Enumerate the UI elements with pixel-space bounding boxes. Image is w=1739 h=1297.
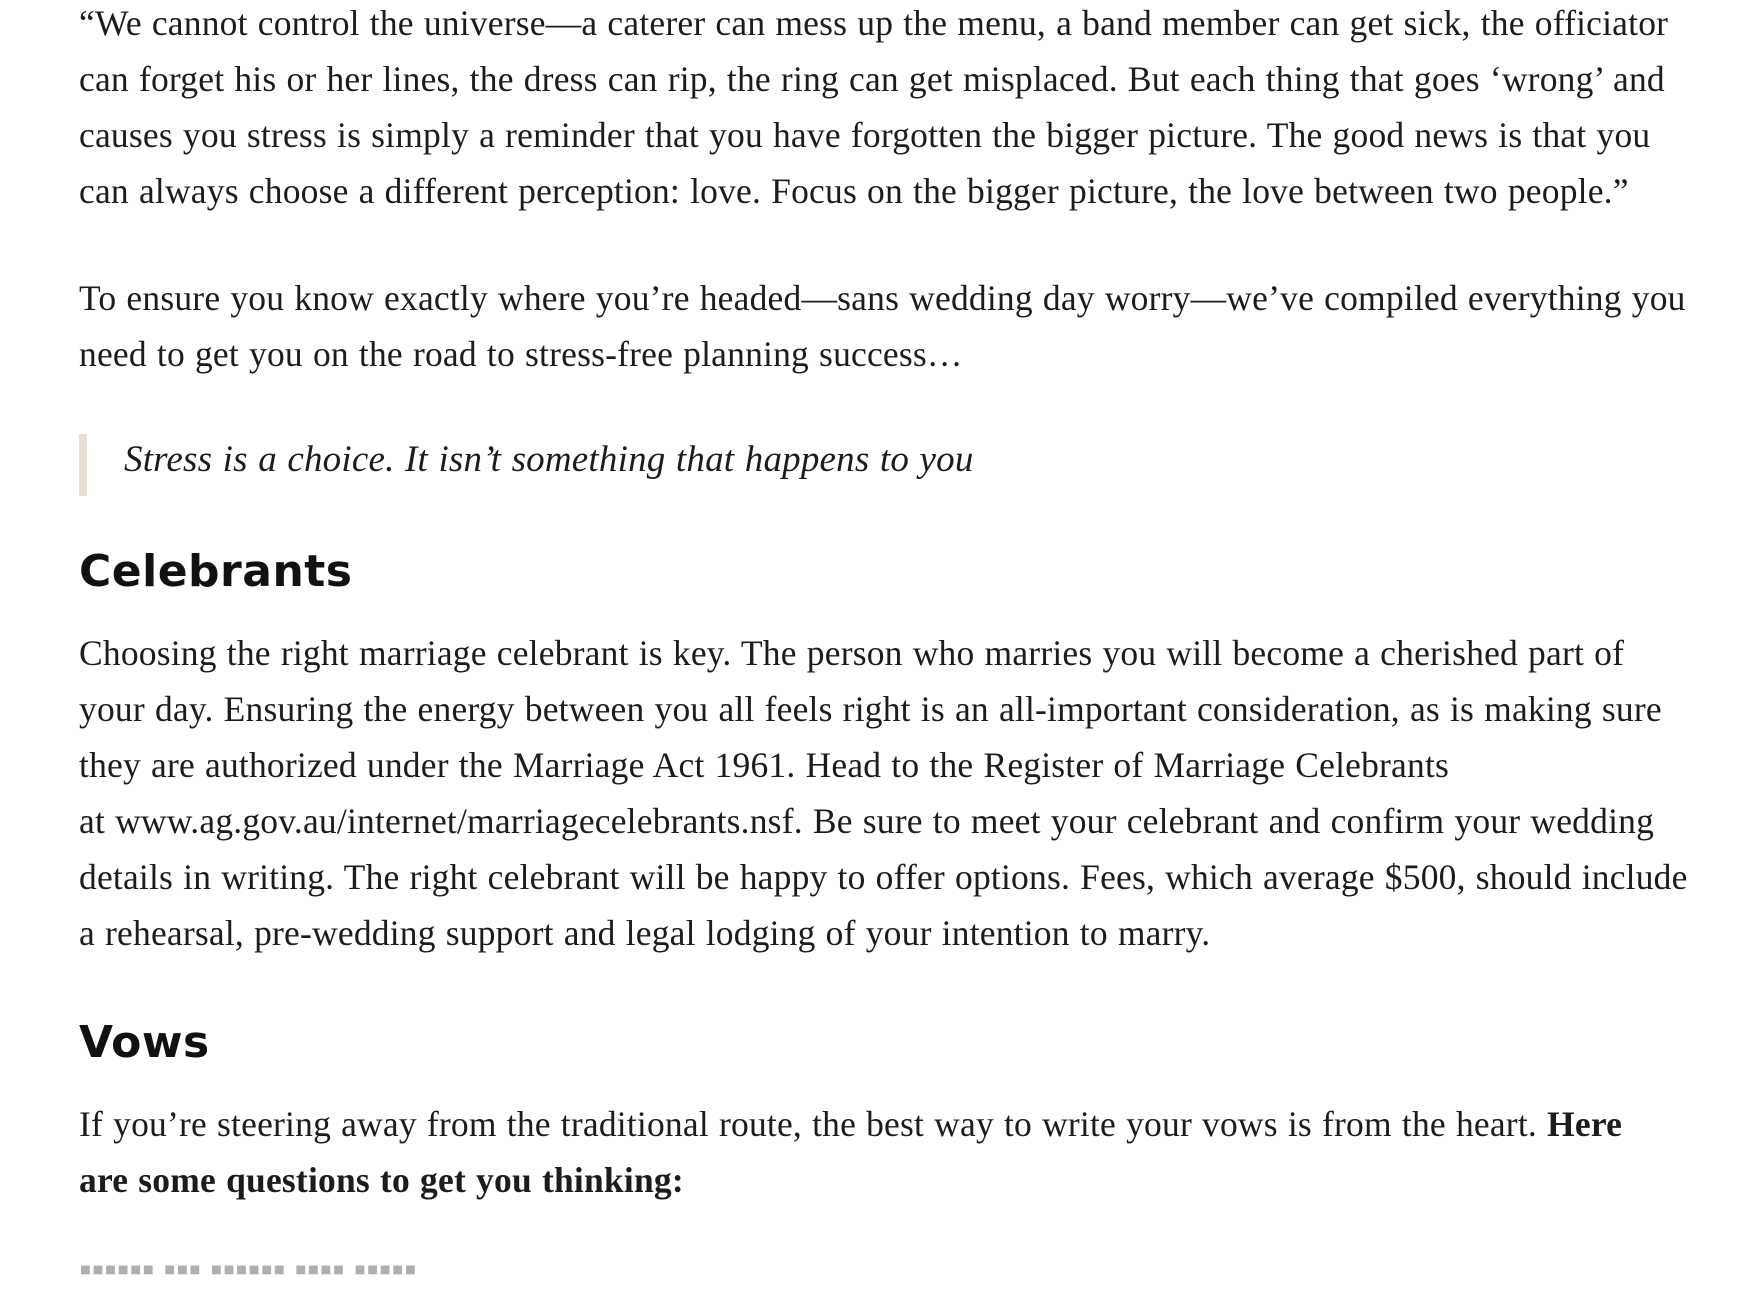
cut-off-text-fragment: ▪▪▪▪▪▪ ▪▪▪ ▪▪▪▪▪▪ ▪▪▪▪ ▪▪▪▪▪ [79,1249,417,1289]
paragraph-line: can always choose a different perception: love. Focus on the bigger picture, the love between two people.” [79,171,1629,211]
paragraph-line: Choosing the right marriage celebrant is key. The person who marries you will become a cherished part of [79,633,1625,673]
section-heading-celebrants: Celebrants [79,546,353,597]
pull-quote [79,434,974,496]
vows-emphasis-text: Here [1547,1104,1623,1144]
quote-paragraph [79,0,1668,219]
vows-paragraph [79,1096,1622,1208]
paragraph-line: they are authorized under the Marriage Act 1961. Head to the Register of Marriage Celebrants [79,745,1450,785]
celebrants-paragraph [79,625,1688,961]
paragraph-line: at www.ag.gov.au/internet/marriagecelebrants.nsf. Be sure to meet your celebrant and confirm your wedding [79,801,1655,841]
paragraph-line: To ensure you know exactly where you’re headed—sans wedding day worry—we’ve compiled everything you [79,278,1686,318]
paragraph-line: need to get you on the road to stress-free planning success… [79,334,963,374]
vows-emphasis-text: are some questions to get you thinking: [79,1160,684,1200]
paragraph-line: can forget his or her lines, the dress can rip, the ring can get misplaced. But each thing that goes ‘wrong’ and [79,59,1665,99]
paragraph-line: “We cannot control the universe—a caterer can mess up the menu, a band member can get sick, the officiator [79,3,1669,43]
paragraph-line: details in writing. The right celebrant will be happy to offer options. Fees, which average $500, should include [79,857,1688,897]
paragraph-line [79,1096,1622,1152]
paragraph-line: your day. Ensuring the energy between you all feels right is an all-important consideration, as is making sure [79,689,1662,729]
pull-quote-text: Stress is a choice. It isn’t something that happens to you [124,439,974,480]
paragraph-line: causes you stress is simply a reminder that you have forgotten the bigger picture. The good news is that you [79,115,1651,155]
intro-paragraph [79,270,1686,382]
paragraph-line: a rehearsal, pre-wedding support and legal lodging of your intention to marry. [79,913,1211,953]
cut-off-next-line [79,1243,599,1289]
section-heading-vows: Vows [79,1017,210,1068]
vows-intro-text: If you’re steering away from the traditional route, the best way to write your vows is from the heart. [79,1104,1548,1144]
